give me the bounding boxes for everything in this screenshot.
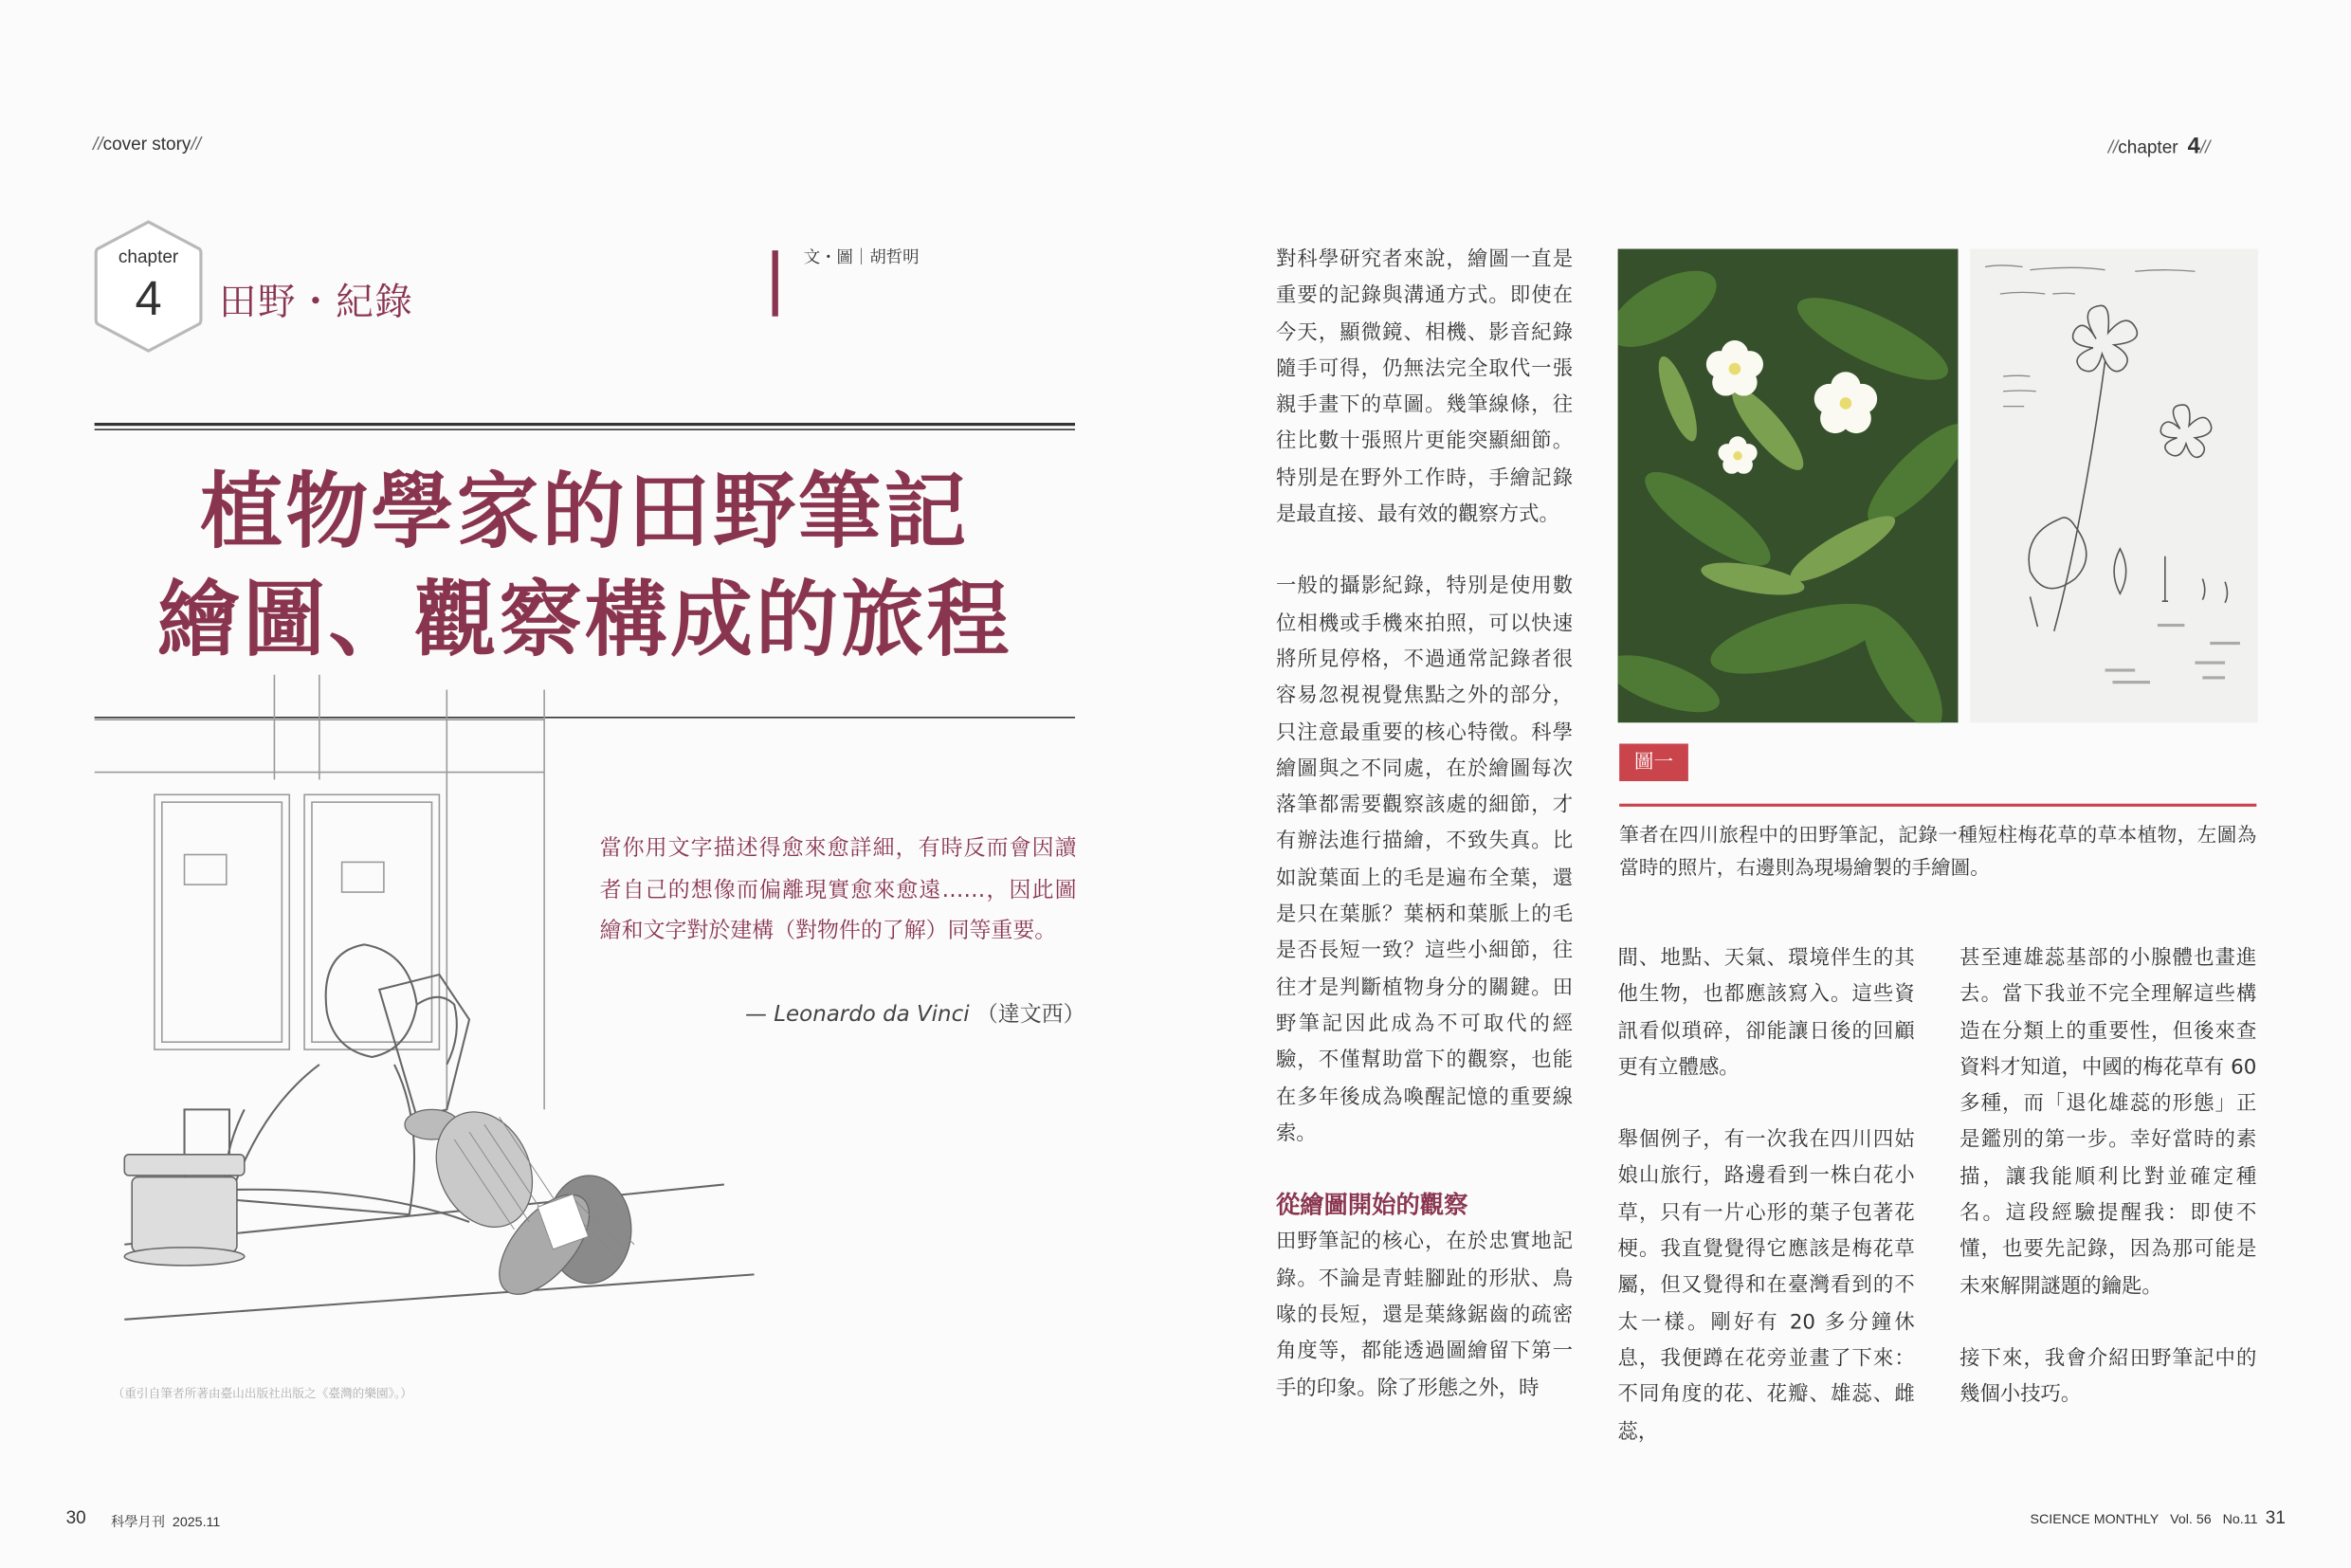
section-subheading: 從繪圖開始的觀察 bbox=[1275, 1190, 1468, 1220]
body-paragraph: 對科學研究者來說，繪圖一直是重要的記錄與溝通方式。即使在今天，顯微鏡、相機、影音紀錄隨手可得，仍無法完全取代一張親手畫下的草圖。幾筆線條，往往比數十張照片更能突顯細節。特別是在野外工作時，手繪記錄是最直接、最有效的觀察方式。 bbox=[1275, 246, 1574, 527]
title-rule-top bbox=[95, 423, 1075, 426]
title-rule-top-thin bbox=[95, 428, 1075, 430]
article-title-line-1: 植物學家的田野筆記 bbox=[200, 463, 970, 559]
body-paragraph: 舉個例子，有一次我在四川四姑娘山旅行，路邊看到一株白花小草，只有一片心形的葉子包著花梗。我直覺覺得它應該是梅花草屬，但又覺得和在臺灣看到的不太一樣。剛好有 20 多分鐘休息，我便蹲在花旁並畫了下來：不同角度的花、花瓣、雄蕊、雌蕊， bbox=[1617, 1127, 1915, 1444]
byline-bar bbox=[773, 250, 778, 317]
figure-caption: 筆者在四川旅程中的田野筆記，記錄一種短柱梅花草的草本植物，左圖為當時的照片，右邊則為現場繪製的手繪圖。 bbox=[1619, 824, 2257, 881]
field-sketch-drawing bbox=[1970, 249, 2258, 723]
page-number-right: 31 bbox=[2265, 1506, 2286, 1528]
body-paragraph: 一般的攝影紀錄，特別是使用數位相機或手機來拍照，可以快速將所見停格，不過通常記錄者很容易忽視視覺焦點之外的部分，只注意最重要的核心特徵。科學繪圖與之不同處，在於繪圖每次落筆都需要觀察該處的細節，才有辦法進行描繪，不致失真。比如說葉面上的毛是遍布全葉，還是只在葉脈？葉柄和葉脈上的毛是否長短一致？這些小細節，往往才是判斷植物身分的關鍵。田野筆記因此成為不可取代的經驗，不僅幫助當下的觀察，也能在多年後成為喚醒記憶的重要線索。 bbox=[1275, 574, 1574, 1146]
figure-label: 圖一 bbox=[1619, 743, 1688, 781]
pull-quote: 當你用文字描述得愈來愈詳細，有時反而會因讀者自己的想像而偏離現實愈來愈遠……，因此圖繪和文字對於建構（對物件的了解）同等重要。 bbox=[599, 836, 1077, 944]
body-column-2 bbox=[1618, 940, 1915, 1450]
body-paragraph: 甚至連雄蕊基部的小腺體也畫進去。當下我並不完全理解這些構造在分類上的重要性，但後來查資料才知道，中國的梅花草有 60 多種，而「退化雄蕊的形態」正是鑑別的第一步。幸好當時的素描，讓我能順利比對並確定種名。這段經驗提醒我：即使不懂，也要先記錄，因為那可能是未來解開謎題的鑰匙。 bbox=[1959, 945, 2257, 1299]
byline: 文・圖｜胡哲明 bbox=[803, 246, 920, 267]
chapter-badge-number: 4 bbox=[135, 271, 162, 326]
page-number-left: 30 bbox=[65, 1506, 86, 1528]
botanist-pencil-illustration bbox=[95, 660, 755, 1364]
article-title bbox=[95, 457, 1075, 673]
body-column-1 bbox=[1276, 242, 1573, 1407]
body-paragraph: 接下來，我會介紹田野筆記中的幾個小技巧。 bbox=[1959, 1346, 2257, 1407]
illustration-credit: （重引自筆者所著由臺山出版社出版之《臺灣的樂園》。） bbox=[112, 1386, 412, 1401]
footer-left: 科學月刊 2025.11 bbox=[111, 1514, 221, 1530]
section-label-chapter: //chapter 4// bbox=[2107, 133, 2211, 159]
body-paragraph: 田野筆記的核心，在於忠實地記錄。不論是青蛙腳趾的形狀、鳥喙的長短，還是葉緣鋸齒的疏密角度等，都能透過圖繪留下第一手的印象。除了形態之外，時 bbox=[1275, 1230, 1574, 1400]
section-label-cover-story: //cover story// bbox=[93, 133, 201, 155]
chapter-badge-word: chapter bbox=[118, 246, 179, 267]
pull-quote-attribution: — Leonardo da Vinci （達文西） bbox=[745, 1003, 1085, 1028]
flower-photo bbox=[1618, 249, 1959, 723]
chapter-title: 田野・紀錄 bbox=[218, 280, 414, 324]
article-title-line-2: 繪圖、觀察構成的旅程 bbox=[157, 571, 1012, 667]
body-column-3 bbox=[1959, 940, 2256, 1413]
body-paragraph: 間、地點、天氣、環境伴生的其他生物，也都應該寫入。這些資訊看似瑣碎，卻能讓日後的回顧更有立體感。 bbox=[1617, 945, 1915, 1080]
footer-right: SCIENCE MONTHLY Vol. 56 No.11 bbox=[2030, 1511, 2258, 1527]
figure-caption-rule bbox=[1619, 804, 2256, 807]
